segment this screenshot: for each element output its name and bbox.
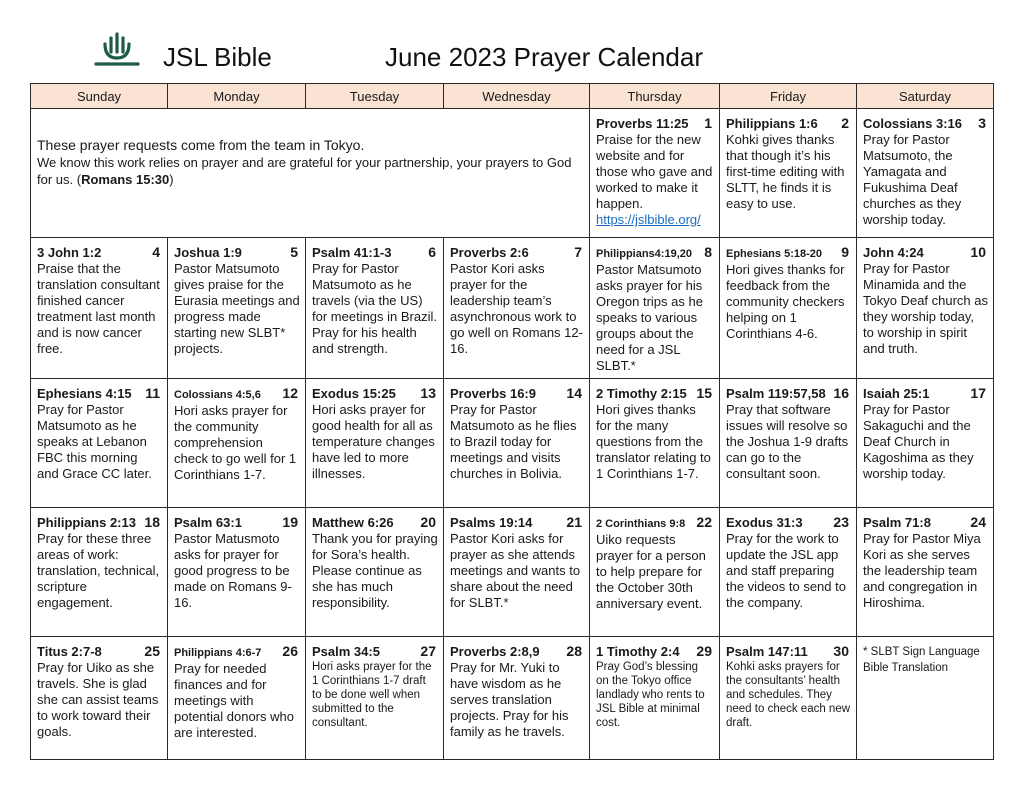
day-number: 28: [566, 643, 582, 659]
day-number: 7: [574, 244, 582, 260]
day-number: 6: [428, 244, 436, 260]
day-ref: Matthew 6:26: [312, 515, 394, 530]
day-ref: Philippians 4:6-7: [174, 647, 262, 659]
weekday-tuesday: Tuesday: [306, 84, 444, 109]
jsl-logo-icon: [92, 30, 142, 74]
day-ref: Philippians 2:13: [37, 515, 136, 530]
day-number: 10: [970, 244, 986, 260]
day-cell-8: [590, 238, 720, 379]
day-cell-21: [444, 508, 590, 637]
day-text: Pastor Kori asks prayer for the leadership team’s asynchronous work to go well on Romans 12-16.: [450, 261, 583, 356]
day-text: Pray for these three areas of work: translation, technical, scripture engagement.: [37, 531, 160, 610]
day-ref: Psalm 147:11: [726, 644, 808, 659]
day-cell-12: [168, 379, 306, 508]
day-text: Pray for the work to update the JSL app and staff preparing the videos to send to the company.: [726, 531, 846, 610]
day-cell-15: [590, 379, 720, 508]
weekday-thursday: Thursday: [590, 84, 720, 109]
day-cell-18: [31, 508, 168, 637]
day-number: 9: [841, 244, 849, 260]
day-number: 15: [696, 385, 712, 401]
day-number: 4: [152, 244, 160, 260]
intro-cell: [31, 109, 590, 238]
day-ref: Proverbs 16:9: [450, 386, 536, 401]
day-text: Pray for Pastor Matsumoto, the Yamagata and Fukushima Deaf churches as they worship today.: [863, 132, 962, 227]
day-ref: Exodus 15:25: [312, 386, 396, 401]
day-ref: Psalms 19:14: [450, 515, 533, 530]
day-cell-29: [590, 637, 720, 760]
day-ref: Psalm 34:5: [312, 644, 380, 659]
day-ref: Philippians4:19,20: [596, 248, 692, 260]
intro-line-1: These prayer requests come from the team in Tokyo.: [37, 137, 365, 153]
day-number: 22: [696, 514, 712, 530]
day-text: Hori asks prayer for the community comprehension check to go well for 1 Corinthians 1-7.: [174, 403, 297, 482]
day-cell-4: [31, 238, 168, 379]
day-cell-22: [590, 508, 720, 637]
day-cell-6: [306, 238, 444, 379]
day-cell-13: [306, 379, 444, 508]
day-text: Praise that the translation consultant finished cancer treatment last month and is now cancer free.: [37, 261, 160, 356]
day-text: Pray for Pastor Matsumoto as he speaks at Lebanon FBC this morning and Grace CC later.: [37, 402, 152, 481]
day-cell-30: [720, 637, 857, 760]
day-ref: Philippians 1:6: [726, 116, 818, 131]
day-cell-7: [444, 238, 590, 379]
day-ref: Psalm 41:1-3: [312, 245, 392, 260]
day-text: Hori asks prayer for the 1 Corinthians 1-7 draft to be done well when submitted to the consultant.: [312, 661, 432, 729]
day-ref: Colossians 4:5,6: [174, 389, 261, 401]
day-ref: 3 John 1:2: [37, 245, 102, 260]
day-cell-26: [168, 637, 306, 760]
day-text: Hori gives thanks for feedback from the community checkers helping on 1 Corinthians 4-6.: [726, 262, 845, 341]
intro-ref: Romans 15:30: [81, 172, 170, 187]
prayer-calendar: [30, 83, 994, 760]
day-ref: 1 Timothy 2:4: [596, 644, 680, 659]
day-text: Pray for Pastor Sakaguchi and the Deaf Church in Kagoshima as they worship today.: [863, 402, 974, 481]
day-text: Hori asks prayer for good health for all as temperature changes have led to more illnesses.: [312, 402, 435, 481]
website-link[interactable]: https://jslbible.org/: [596, 212, 701, 227]
day-cell-1: [590, 109, 720, 238]
day-cell-11: [31, 379, 168, 508]
day-cell-2: [720, 109, 857, 238]
day-cell-23: [720, 508, 857, 637]
day-cell-10: [857, 238, 994, 379]
day-number: 5: [290, 244, 298, 260]
day-number: 14: [566, 385, 582, 401]
day-text: Pastor Kori asks for prayer as she attends meetings and wants to share about the need for SLBT.*: [450, 531, 581, 610]
weekday-monday: Monday: [168, 84, 306, 109]
day-text: Kohki asks prayers for the consultants’ health and schedules. They need to check each new draft.: [726, 661, 851, 729]
day-ref: Psalm 71:8: [863, 515, 931, 530]
footnote: * SLBT Sign Language Bible Translation: [863, 646, 980, 674]
day-text: Pray for Mr. Yuki to have wisdom as he serves translation projects. Pray for his family as he travels.: [450, 660, 569, 739]
day-number: 29: [696, 643, 712, 659]
day-text: Pastor Matsumoto asks prayer for his Oregon trips as he speaks to various groups about the need for a JSL SLBT.*: [596, 262, 703, 373]
day-ref: Exodus 31:3: [726, 515, 803, 530]
brand-name: JSL Bible: [163, 42, 272, 72]
day-number: 26: [282, 643, 298, 659]
day-text: Pray that software issues will resolve so the Joshua 1-9 drafts can go to the consultant soon.: [726, 402, 849, 481]
day-text: Hori gives thanks for the many questions from the translator relating to 1 Corinthians 1-7.: [596, 402, 711, 481]
day-number: 20: [420, 514, 436, 530]
day-number: 19: [282, 514, 298, 530]
day-cell-24: [857, 508, 994, 637]
intro-close: ): [169, 172, 174, 187]
day-ref: Proverbs 2:8,9: [450, 644, 540, 659]
day-cell-20: [306, 508, 444, 637]
weekday-wednesday: Wednesday: [444, 84, 590, 109]
day-cell-19: [168, 508, 306, 637]
day-ref: John 4:24: [863, 245, 924, 260]
day-ref: 2 Timothy 2:15: [596, 386, 687, 401]
day-cell-16: [720, 379, 857, 508]
day-ref: Psalm 119:57,58: [726, 386, 826, 401]
day-cell-3: [857, 109, 994, 238]
day-number: 11: [145, 385, 160, 401]
day-number: 3: [978, 115, 986, 131]
day-ref: Colossians 3:16: [863, 116, 962, 131]
day-text: Pastor Matsumoto gives praise for the Eurasia meetings and progress made starting new SLBT* projects.: [174, 261, 300, 356]
day-number: 8: [704, 244, 712, 260]
day-ref: Ephesians 4:15: [37, 386, 132, 401]
day-ref: Ephesians 5:18-20: [726, 248, 822, 260]
weekday-saturday: Saturday: [857, 84, 994, 109]
day-ref: Proverbs 11:25: [596, 116, 689, 131]
day-number: 24: [970, 514, 986, 530]
day-text: Uiko requests prayer for a person to help prepare for the October 30th anniversary event.: [596, 532, 706, 611]
intro-line-2: We know this work relies on prayer and are grateful for your partnership, your prayers to God for us. (: [37, 155, 572, 187]
day-ref: 2 Corinthians 9:8: [596, 518, 686, 530]
day-text: Pray for needed finances and for meetings with potential donors who are interested.: [174, 661, 294, 740]
footnote-cell: [857, 637, 994, 760]
day-text: Pastor Matusmoto asks for prayer for good progress to be made on Romans 9-16.: [174, 531, 292, 610]
day-text: Pray for Pastor Miya Kori as she serves the leadership team and congregation in Hiroshima.: [863, 531, 981, 610]
day-text: Kohki gives thanks that though it’s his first-time editing with SLTT, he finds it is easy to use.: [726, 132, 845, 211]
day-number: 2: [841, 115, 849, 131]
day-number: 16: [833, 385, 849, 401]
day-text: Pray for Pastor Matsumoto as he flies to Brazil today for meetings and visits churches in Bolivia.: [450, 402, 577, 481]
weekday-header-row: [31, 84, 994, 109]
day-ref: Psalm 63:1: [174, 515, 242, 530]
day-number: 21: [566, 514, 582, 530]
weekday-friday: Friday: [720, 84, 857, 109]
day-text: Praise for the new website and for those who gave and worked to make it happen.: [596, 132, 713, 211]
day-text: Pray for Uiko as she travels. She is glad she can assist teams to work toward their goals.: [37, 660, 159, 739]
day-cell-14: [444, 379, 590, 508]
page-header: [0, 0, 1024, 84]
day-cell-9: [720, 238, 857, 379]
day-text: Pray for Pastor Matsumoto as he travels (via the US) for meetings in Brazil. Pray for his health and strength.: [312, 261, 437, 356]
day-number: 1: [704, 115, 712, 131]
day-number: 23: [833, 514, 849, 530]
day-cell-25: [31, 637, 168, 760]
day-cell-17: [857, 379, 994, 508]
day-cell-27: [306, 637, 444, 760]
day-text: Pray God’s blessing on the Tokyo office landlady who rents to JSL Bible at minimal cost.: [596, 661, 705, 729]
day-ref: Titus 2:7-8: [37, 644, 102, 659]
day-number: 17: [970, 385, 986, 401]
day-number: 13: [420, 385, 436, 401]
day-number: 12: [282, 385, 298, 401]
page-title: June 2023 Prayer Calendar: [385, 42, 703, 72]
day-cell-5: [168, 238, 306, 379]
day-text: Thank you for praying for Sora’s health. Please continue as she has much responsibility.: [312, 531, 438, 610]
day-number: 18: [144, 514, 160, 530]
day-number: 25: [144, 643, 160, 659]
day-number: 30: [833, 643, 849, 659]
day-cell-28: [444, 637, 590, 760]
weekday-sunday: Sunday: [31, 84, 168, 109]
day-number: 27: [420, 643, 436, 659]
day-ref: Proverbs 2:6: [450, 245, 529, 260]
day-text: Pray for Pastor Minamida and the Tokyo Deaf church as they worship today, to worship in spirit and truth.: [863, 261, 989, 356]
day-ref: Joshua 1:9: [174, 245, 242, 260]
day-ref: Isaiah 25:1: [863, 386, 930, 401]
